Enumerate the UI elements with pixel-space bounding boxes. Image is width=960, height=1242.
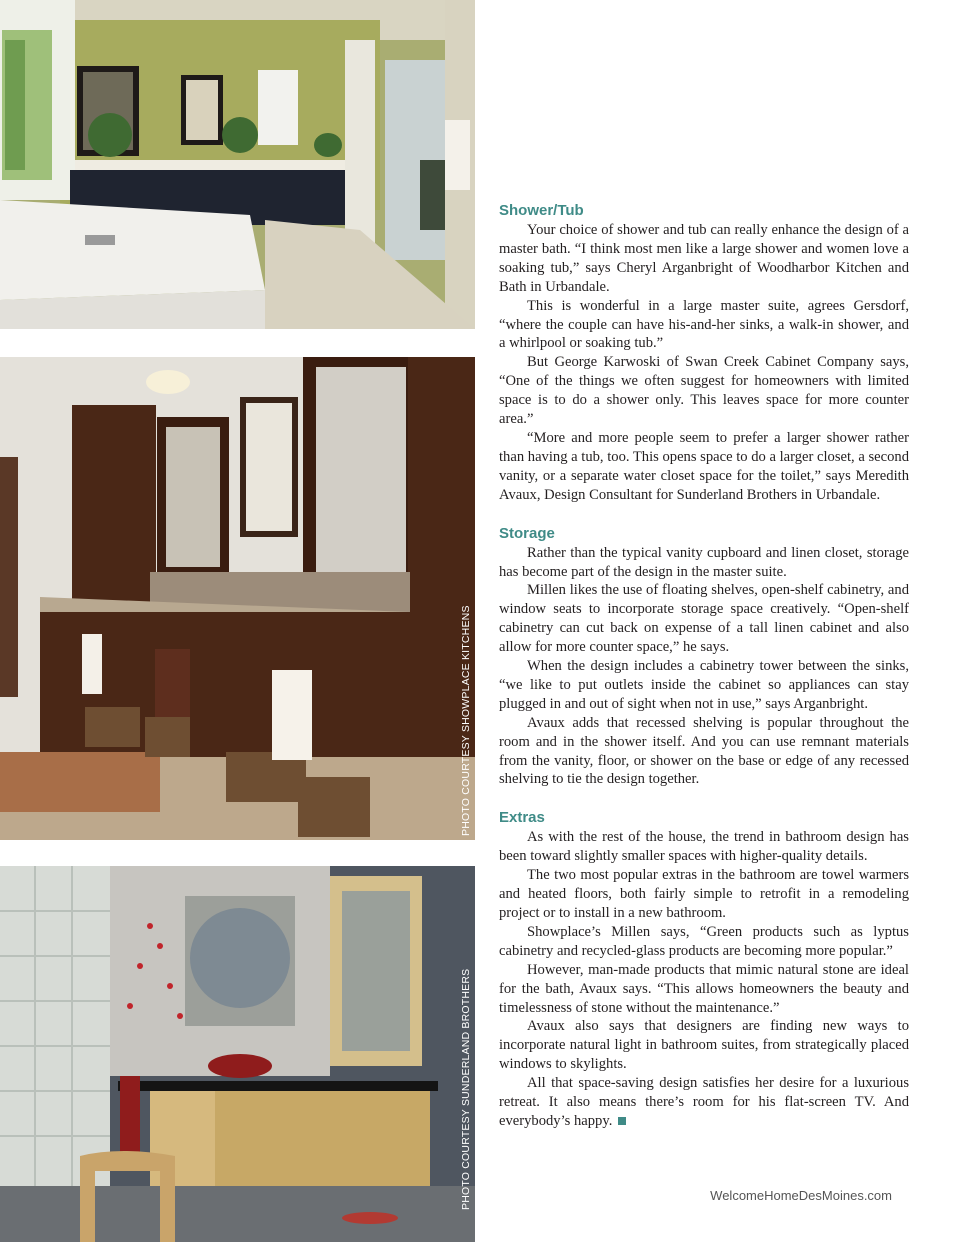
paragraph: Showplace’s Millen says, “Green products such as lyptus cabinetry and recycled-glass products are becoming more popular.” [499, 923, 909, 959]
section-heading: Storage [499, 524, 555, 542]
paragraph: Avaux adds that recessed shelving is popular throughout the room and in the shower itself. And you can use remnant materials from the vanity, floor, or shower on the base or edge of any recessed shelving to tie the design together. [499, 714, 909, 788]
section-heading: Shower/Tub [499, 202, 584, 219]
bathroom-photo-contemporary [0, 866, 475, 1242]
paragraph: The two most popular extras in the bathroom are towel warmers and heated floors, both fairly simple to retrofit in a remodeling project or to install in a new bathroom. [499, 867, 909, 921]
bathroom-photo-tub [0, 0, 475, 329]
paragraph-last [499, 1074, 909, 1131]
section-shower-tub [499, 201, 909, 505]
photo-credit-showplace: PHOTO COURTESY SHOWPLACE KITCHENS [460, 605, 472, 836]
paragraph: However, man-made products that mimic natural stone are ideal for the bath, Avaux says. “This allows homeowners the beauty and timelessness of stone without the maintenance.” [499, 961, 909, 1016]
paragraph-text: All that space-saving design satisfies her desire for a luxurious retreat. It also means there’s room for his flat-screen TV. And everybody’s happy. [499, 1075, 909, 1129]
paragraph: Avaux also says that designers are finding new ways to incorporate natural light in bathroom suites, from strategically placed windows to skylights. [499, 1018, 909, 1073]
section-heading: Extras [499, 809, 545, 827]
footer-website: WelcomeHomeDesMoines.com [710, 1188, 892, 1203]
paragraph: This is wonderful in a large master suite, agrees Gersdorf, “where the couple can have his-and-her sinks, a walk-in shower, and a whirlpool or soaking tub.” [499, 297, 909, 352]
paragraph: Rather than the typical vanity cupboard and linen closet, storage has become part of the design in the master suite. [499, 544, 909, 580]
paragraph: Millen likes the use of floating shelves, open-shelf cabinetry, and window seats to incorporate storage space creatively. “Open-shelf cabinetry can cut back on expense of a tall linen cabinet and also allow for more counter space,” he says. [499, 582, 909, 656]
end-mark-icon [618, 1117, 626, 1125]
section-storage [499, 524, 909, 790]
photo-credit-sunderland: PHOTO COURTESY SUNDERLAND BROTHERS [460, 968, 472, 1210]
article-body [499, 201, 909, 1131]
bathroom-photo-vanity [0, 357, 475, 840]
paragraph: As with the rest of the house, the trend in bathroom design has been toward slightly smaller spaces with higher-quality details. [499, 829, 909, 865]
paragraph: “More and more people seem to prefer a larger shower rather than having a tub, too. This opens space to do a larger closet, a second vanity, or a separate water closet space for the toilet,” says Meredith Avaux, Design Consultant for Sunderland Brothers in Urbandale. [499, 429, 910, 503]
paragraph: When the design includes a cabinetry tower between the sinks, “we like to put outlets inside the cabinet so appliances can stay plugged in and out of sight when not in use,” says Arganbright. [499, 658, 909, 712]
paragraph: But George Karwoski of Swan Creek Cabinet Company says, “One of the things we often suggest for homeowners with limited space is to do a shower only. This leaves space for more counter area.” [499, 354, 909, 428]
paragraph: Your choice of shower and tub can really enhance the design of a master bath. “I think most men like a large shower and women love a soaking tub,” says Cheryl Arganbright of Woodharbor Kitchen and Bath in Urbandale. [499, 222, 909, 295]
section-extras [499, 808, 909, 1131]
